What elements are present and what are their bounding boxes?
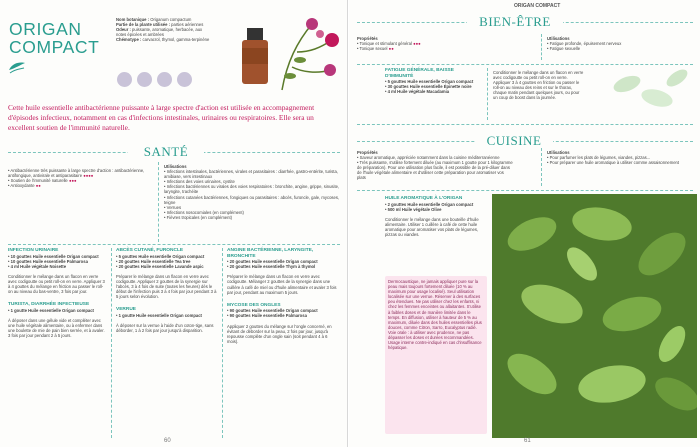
list-item: • Infections cutanées bactériennes, fongiques ou parasitaires : abcès, furoncle, gale, mycoses, teigne — [164, 194, 340, 205]
right-page — [349, 0, 700, 447]
running-header: ORIGAN COMPACT — [514, 3, 561, 9]
list-item: • Pour parfumer les plats de légumes, viandes, pizzas... • Pour préparer une huile aromatique à utiliser comme assaisonnement — [547, 155, 680, 166]
list-item: • Infections intestinales, bactériennes, virales et parasitaires : diarrhée, gastro-entérite, turista, amibiase, vers intestinaux — [164, 169, 338, 180]
list-item: • Antioxydante ●● — [8, 183, 41, 189]
remedy-title: VERRUE — [116, 307, 136, 313]
page-number: 61 — [524, 438, 531, 444]
left-page — [0, 0, 348, 447]
remedy-instructions: Conditionner le mélange dans une bouteille d'huile alimentaire. Utiliser 1 cuillère à café de cette huile aromatique pour aromatiser vos plats de légumes, pizzas ou viandes. — [385, 216, 479, 238]
remedy-instructions: Conditionner le mélange dans un flacon en verre avec codigoutte ou petit roll-on en verre. Appliquer 3 à 4 gouttes du mélange en friction au passer le roll-on au niveau du bas-ventre, 3 fois par jour. — [8, 273, 105, 295]
list-item: • Fatigue sexuelle — [547, 46, 581, 52]
sante-utilisations — [164, 164, 340, 220]
remedy-column-2 — [116, 248, 218, 333]
list-item: • Antibactérienne très puissante à large spectre d'action : antibactérienne, antifongique, antivirale et antiparasitaire ●●●● — [8, 168, 145, 179]
list-item: • Infections nosocomiales (en complément) — [164, 209, 244, 215]
remedy-column-3 — [227, 248, 339, 344]
fatigue-remedy — [385, 68, 483, 94]
bath-icon — [177, 72, 192, 87]
remedy-instructions: Préparer le mélange dans un flacon en verre avec codigoutte. Mélanger 2 gouttes de la synergie dans une cuillère à café de miel ou d'huile alimentaire et avaler 3 fois par jour, pendant au maximum 5 jours. — [227, 274, 337, 295]
remedy-instructions: Conditionner le mélange dans un flacon en verre avec codigoutte ou petit roll-on en verre. Appliquer 3 à 4 gouttes en friction ou passer le roll-on au niveau des reins et sur le thorax, chaque matin pendant quelques jours, ou pour un coup de boost dans la journée. — [493, 70, 584, 101]
list-item: • Infections bactériennes ou virales des voies respiratoires : bronchite, angine, grippe, sinusite, laryngite, trachéite — [164, 184, 340, 195]
bienetre-banner: BIEN-ÊTRE — [467, 14, 563, 30]
remedy-instructions: Appliquer 2 gouttes du mélange sur l'ongle concerné, en évitant de déborder sur la peau, 2 fois par jour, jusqu'à repousse complète d'un ongle sain (soit pendant 4 à 6 mois). — [227, 323, 332, 344]
intro-text: Cette huile essentielle antibactérienne puissante à large spectre d'action est utilisée en accompagnement d'épisodes infectieux, notamment en cas d'infections intestinales, urinaires ou respiratoires. Elle sera un excellent soutien de l'immunité naturelle. — [8, 103, 315, 132]
diffusion-icon — [157, 72, 172, 87]
cuisine-utilisations — [547, 150, 693, 165]
page-title: ORIGAN COMPACT — [9, 19, 100, 57]
remedy-recipe: • 5 gouttes Huile essentielle Origan compact • 20 gouttes Huile essentielle Tea tree • 20 gouttes Huile essentielle Lavande aspic — [116, 253, 205, 269]
usage-icons — [117, 72, 217, 87]
leaf-logo-icon — [8, 60, 26, 74]
proprietes-title: Propriétés — [357, 36, 378, 41]
warning-box — [385, 276, 487, 434]
utilisations-title: Utilisations — [547, 150, 570, 155]
remedy-title: ABCÈS CUTANÉ, FURONCLE — [116, 248, 184, 253]
list-item: • Tonique et stimulant général ●●● — [357, 41, 421, 47]
remedy-recipe: • 1 goutte Huile essentielle Origan compact — [116, 312, 202, 318]
plant-identity: Nom botanique : Origanum compactum Partie de la plante utilisée : parties aériennes Odeur : puissante, aromatique, herbacée, aux notes épicées et ambrées Chémotype : carvacrol, thymol, gamma-terpinène — [116, 17, 210, 43]
utilisations-title: Utilisations — [164, 164, 187, 169]
remedy-instructions: À déposer sur la verrue à l'aide d'un coton-tige, sans déborder, 1 à 2 fois par jour jusqu'à disparition. — [116, 323, 214, 334]
warning-text: Dermocaustique, ne jamais appliquer pure sur la peau mais toujours fortement diluée (10 % au maximum pour usage localisé). Seul utilisation localisée sur une verrue. Réserver à des surfaces peu étendues. Ne pas utiliser chez les enfants, ni chez les femmes enceintes ou allaitantes. S'utilise à faibles doses et de manière limitée dans le temps. En diffusion, utiliser à hauteur de 5 % au maximum, diluée dans des huiles essentielles plus douces, comme Citron, Sarro, Eucalyptus radié. Voie orale : à utiliser avec prudence, ne pas dépasser les doses et durées recommandées. Usage interne contre-indiqué en cas d'insuffisance hépatique. — [388, 279, 482, 351]
list-item: • Saveur aromatique, appréciée notamment dans la cuisine méditerranéenne • Très puissante, s'utilise fortement diluée (au maximum 1 goutte pour 1 kilogramme de préparation). Pour une utilisation plus facile, il est possible de la pré-diluer dans de l'huile végétale alimentaire et d'utiliser cette préparation pour aromatiser vos plats — [357, 155, 513, 181]
bienetre-utilisations — [547, 36, 693, 51]
list-item: • Fatigue profonde, épuisement nerveux — [547, 41, 622, 47]
remedy-recipe: • 1 goutte Huile essentielle Origan compact — [8, 307, 94, 313]
utilisations-title: Utilisations — [547, 36, 570, 41]
cuisine-banner: CUISINE — [475, 133, 553, 149]
sante-banner: SANTÉ — [128, 144, 204, 160]
oral-use-icon — [137, 72, 152, 87]
remedy-title: INFECTION URINAIRE — [8, 248, 59, 253]
remedy-title: ANGINE BACTÉRIENNE, LARYNGITE, BRONCHITE — [227, 248, 314, 259]
huile-aromatique-remedy — [385, 196, 485, 237]
list-item: • Soutien de l'immunité naturelle ●●● — [8, 178, 77, 184]
remedy-recipe: • 5 gouttes Huile essentielle Origan compact • 30 gouttes Huile essentielle Épinette noire • 4 ml Huile végétale Macadamia — [385, 79, 474, 95]
remedy-instructions: Préparer le mélange dans un flacon en verre avec codigoutte. Appliquer 2 gouttes de la synergie sur l'abcès, 3 à 4 fois de suite (toutes les heures) dès le début de l'infection puis 3 à 4 fois par jour pendant 3 à 5 jours selon évolution. — [116, 273, 217, 300]
remedy-title: FATIGUE GÉNÉRALE, BAISSE D'IMMUNITÉ — [385, 68, 454, 79]
remedy-recipe: • 2 gouttes Huile essentielle Origan compact • 500 ml Huile végétale Olive — [385, 201, 474, 212]
list-item: • Tonique sexuel ●● — [357, 46, 394, 52]
remedy-title: HUILE AROMATIQUE À L'ORIGAN — [385, 196, 463, 201]
cuisine-proprietes — [357, 150, 513, 181]
oregano-leaves-photo — [492, 194, 697, 438]
remedy-instructions: À déposer dans une gélule vide et compléter avec une huile végétale alimentaire, ou à enfermer dans une boulette de mie de pain bien serrée, et à avaler. 3 fois par jour pendant 2 à 5 jours. — [8, 317, 105, 339]
remedy-title: TURISTA, DIARRHÉE INFECTIEUSE — [8, 302, 90, 308]
remedy-recipe: • 10 gouttes Huile essentielle Origan compact • 10 gouttes Huile essentielle Palmarosa • 4 ml Huile végétale Noisette — [8, 253, 99, 269]
list-item: • Fièvres tropicales (en complément) — [164, 214, 233, 220]
remedy-recipe: • 90 gouttes Huile essentielle Origan compact • 90 gouttes Huile essentielle Palmarosa — [227, 308, 318, 319]
bienetre-proprietes — [357, 36, 507, 51]
remedy-title: MYCOSE DES ONGLES — [227, 302, 281, 308]
sante-proprietes — [8, 168, 148, 188]
oregano-bottle-illustration — [222, 12, 344, 94]
page-number: 60 — [164, 438, 171, 444]
green-herb-decoration — [597, 64, 693, 124]
list-item: • Verrues — [164, 204, 182, 210]
proprietes-title: Propriétés — [357, 150, 378, 155]
list-item: • Infections des voies urinaires, cystite — [164, 179, 235, 185]
remedy-column-1 — [8, 248, 106, 338]
skin-use-icon — [117, 72, 132, 87]
remedy-recipe: • 20 gouttes Huile essentielle Origan compact • 20 gouttes Huile essentielle Thym à thymol — [227, 259, 318, 270]
